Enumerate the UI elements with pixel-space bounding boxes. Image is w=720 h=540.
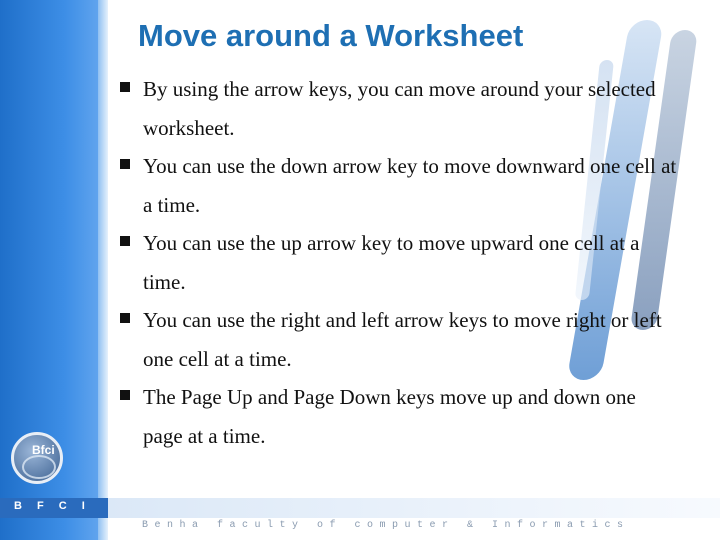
bullet-marker — [120, 313, 130, 323]
bullet-marker — [120, 390, 130, 400]
faculty-logo — [11, 432, 63, 484]
sidebar-highlight-strip — [98, 0, 108, 540]
bullet-marker — [120, 159, 130, 169]
bullet-item — [118, 224, 678, 301]
bullet-item — [118, 378, 678, 455]
bullet-marker — [120, 82, 130, 92]
logo-text: Bfci — [32, 443, 55, 457]
bullet-text: By using the arrow keys, you can move around your selected worksheet. — [143, 77, 656, 140]
footer-org-label: B F C I — [14, 500, 91, 512]
footer-tagline: Benha faculty of computer & Informatics — [142, 520, 630, 531]
bullet-text: You can use the right and left arrow keys to move right or left one cell at a time. — [143, 308, 662, 371]
slide-title: Move around a Worksheet — [138, 18, 524, 53]
bullet-list — [118, 70, 678, 455]
bullet-text: You can use the up arrow key to move upward one cell at a time. — [143, 231, 640, 294]
footer-light-band — [108, 498, 720, 518]
bullet-text: The Page Up and Page Down keys move up and down one page at a time. — [143, 385, 636, 448]
bullet-item — [118, 70, 678, 147]
bullet-item — [118, 301, 678, 378]
bullet-text: You can use the down arrow key to move downward one cell at a time. — [143, 154, 677, 217]
bullet-item — [118, 147, 678, 224]
bullet-marker — [120, 236, 130, 246]
